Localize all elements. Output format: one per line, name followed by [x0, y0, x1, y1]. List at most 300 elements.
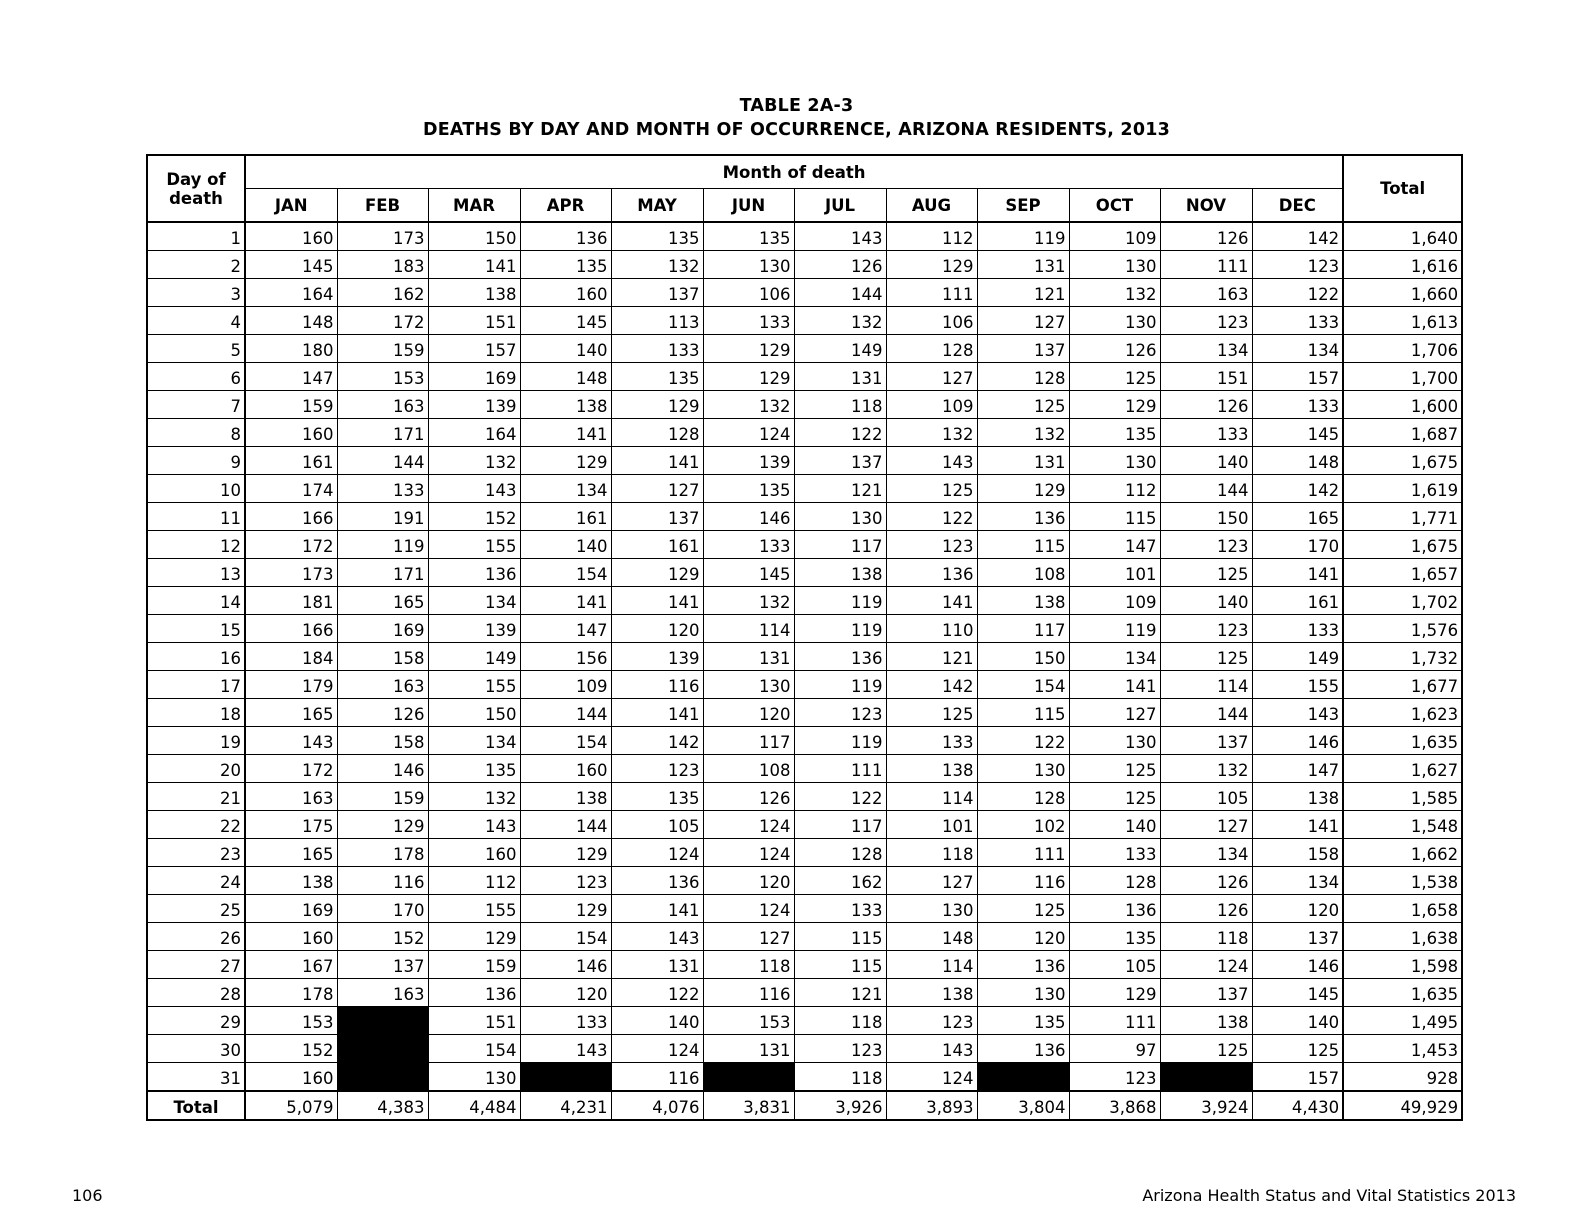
table-row: [147, 559, 1462, 587]
month-header-nov: NOV: [1160, 189, 1252, 223]
row-total-cell: 1,453: [1343, 1035, 1462, 1063]
day-cell: 26: [147, 923, 245, 951]
table-row: [147, 783, 1462, 811]
value-cell: 117: [977, 615, 1069, 643]
value-cell: 114: [703, 615, 794, 643]
month-header-jan: JAN: [245, 189, 337, 223]
value-cell: 122: [977, 727, 1069, 755]
value-cell: 124: [703, 419, 794, 447]
value-cell: 141: [611, 447, 703, 475]
row-total-cell: 928: [1343, 1063, 1462, 1092]
table-title-block: [0, 94, 1593, 142]
value-cell: 140: [1252, 1007, 1343, 1035]
value-cell: 122: [1252, 279, 1343, 307]
day-cell: 12: [147, 531, 245, 559]
value-cell: 129: [520, 839, 611, 867]
value-cell: 126: [1069, 335, 1160, 363]
month-header-sep: SEP: [977, 189, 1069, 223]
value-cell: 160: [245, 419, 337, 447]
value-cell: 117: [794, 811, 886, 839]
value-cell: 155: [428, 671, 520, 699]
value-cell: 137: [611, 503, 703, 531]
table-row: [147, 391, 1462, 419]
value-cell: 136: [794, 643, 886, 671]
value-cell: 160: [520, 279, 611, 307]
value-cell: 155: [1252, 671, 1343, 699]
value-cell: 160: [245, 923, 337, 951]
value-cell: 125: [1252, 1035, 1343, 1063]
value-cell: 118: [1160, 923, 1252, 951]
row-total-cell: 1,627: [1343, 755, 1462, 783]
value-cell: 111: [794, 755, 886, 783]
value-cell: 150: [428, 699, 520, 727]
value-cell: 173: [337, 222, 428, 251]
value-cell: 153: [703, 1007, 794, 1035]
row-total-cell: 1,658: [1343, 895, 1462, 923]
table-row: [147, 951, 1462, 979]
value-cell: 120: [520, 979, 611, 1007]
value-cell: 171: [337, 419, 428, 447]
value-cell: 109: [520, 671, 611, 699]
value-cell: 119: [337, 531, 428, 559]
month-total-cell: 3,804: [977, 1091, 1069, 1120]
value-cell: 130: [977, 755, 1069, 783]
value-cell: 137: [337, 951, 428, 979]
value-cell: 162: [794, 867, 886, 895]
value-cell: 153: [337, 363, 428, 391]
value-cell: 116: [977, 867, 1069, 895]
table-row: [147, 279, 1462, 307]
value-cell: 141: [520, 587, 611, 615]
value-cell: 178: [337, 839, 428, 867]
value-cell: 157: [1252, 1063, 1343, 1092]
value-cell: 180: [245, 335, 337, 363]
value-cell: 125: [886, 699, 977, 727]
table-row: [147, 531, 1462, 559]
value-cell: 148: [1252, 447, 1343, 475]
value-cell: 134: [1160, 335, 1252, 363]
value-cell: 106: [886, 307, 977, 335]
value-cell: 144: [1160, 475, 1252, 503]
value-cell: 154: [520, 923, 611, 951]
value-cell: 139: [703, 447, 794, 475]
table-body: [147, 222, 1462, 1120]
month-header-may: MAY: [611, 189, 703, 223]
value-cell: 141: [886, 587, 977, 615]
value-cell: 146: [520, 951, 611, 979]
value-cell: 133: [794, 895, 886, 923]
value-cell: 155: [428, 895, 520, 923]
day-cell: 6: [147, 363, 245, 391]
value-cell: 120: [703, 699, 794, 727]
value-cell: 128: [1069, 867, 1160, 895]
table-row: [147, 699, 1462, 727]
day-cell: 3: [147, 279, 245, 307]
value-cell: 129: [703, 363, 794, 391]
row-total-cell: 1,662: [1343, 839, 1462, 867]
table-row: [147, 222, 1462, 251]
month-header-feb: FEB: [337, 189, 428, 223]
month-total-cell: 4,231: [520, 1091, 611, 1120]
value-cell: 130: [1069, 251, 1160, 279]
value-cell: 123: [1069, 1063, 1160, 1092]
table-number: TABLE 2A-3: [739, 96, 854, 116]
value-cell: 152: [337, 923, 428, 951]
value-cell: 138: [1252, 783, 1343, 811]
value-cell: 123: [1252, 251, 1343, 279]
value-cell: 135: [703, 222, 794, 251]
value-cell: 154: [428, 1035, 520, 1063]
value-cell: 124: [1160, 951, 1252, 979]
value-cell: 118: [794, 1063, 886, 1092]
value-cell: 128: [977, 783, 1069, 811]
value-cell: 159: [337, 335, 428, 363]
value-cell: 143: [428, 475, 520, 503]
value-cell: 112: [428, 867, 520, 895]
value-cell: 123: [611, 755, 703, 783]
value-cell: 115: [977, 531, 1069, 559]
value-cell: 121: [977, 279, 1069, 307]
month-header-mar: MAR: [428, 189, 520, 223]
table-row: [147, 755, 1462, 783]
value-cell: 113: [611, 307, 703, 335]
value-cell: 134: [428, 587, 520, 615]
value-cell: 132: [1069, 279, 1160, 307]
value-cell: 132: [794, 307, 886, 335]
value-cell: 124: [703, 839, 794, 867]
value-cell: 150: [428, 222, 520, 251]
value-cell: 132: [977, 419, 1069, 447]
value-cell: 141: [611, 699, 703, 727]
value-cell: 167: [245, 951, 337, 979]
value-cell: 159: [245, 391, 337, 419]
value-cell: 130: [794, 503, 886, 531]
value-cell: 143: [886, 1035, 977, 1063]
value-cell: 110: [886, 615, 977, 643]
value-cell: 136: [520, 222, 611, 251]
value-cell: 109: [1069, 587, 1160, 615]
row-total-cell: 1,619: [1343, 475, 1462, 503]
value-cell: 136: [428, 559, 520, 587]
value-cell: 130: [886, 895, 977, 923]
value-cell: 150: [977, 643, 1069, 671]
month-total-cell: 4,484: [428, 1091, 520, 1120]
blank-cell: [520, 1063, 611, 1092]
value-cell: 131: [611, 951, 703, 979]
blank-cell: [703, 1063, 794, 1092]
day-cell: 1: [147, 222, 245, 251]
month-header-jun: JUN: [703, 189, 794, 223]
value-cell: 138: [245, 867, 337, 895]
value-cell: 158: [337, 727, 428, 755]
value-cell: 162: [337, 279, 428, 307]
month-total-cell: 3,924: [1160, 1091, 1252, 1120]
value-cell: 175: [245, 811, 337, 839]
table-title: DEATHS BY DAY AND MONTH OF OCCURRENCE, ARIZONA RESIDENTS, 2013: [423, 120, 1170, 140]
day-cell: 20: [147, 755, 245, 783]
value-cell: 169: [428, 363, 520, 391]
month-total-cell: 3,893: [886, 1091, 977, 1120]
value-cell: 141: [428, 251, 520, 279]
deaths-table: [146, 154, 1463, 1121]
value-cell: 157: [1252, 363, 1343, 391]
blank-cell: [337, 1063, 428, 1092]
value-cell: 191: [337, 503, 428, 531]
value-cell: 152: [428, 503, 520, 531]
value-cell: 130: [703, 251, 794, 279]
day-cell: 23: [147, 839, 245, 867]
value-cell: 140: [1160, 447, 1252, 475]
value-cell: 122: [611, 979, 703, 1007]
value-cell: 137: [977, 335, 1069, 363]
table-row: [147, 1035, 1462, 1063]
day-cell: 7: [147, 391, 245, 419]
value-cell: 160: [428, 839, 520, 867]
day-cell: 22: [147, 811, 245, 839]
value-cell: 163: [337, 979, 428, 1007]
value-cell: 140: [1160, 587, 1252, 615]
value-cell: 134: [1069, 643, 1160, 671]
value-cell: 129: [337, 811, 428, 839]
row-total-cell: 1,600: [1343, 391, 1462, 419]
value-cell: 123: [794, 1035, 886, 1063]
value-cell: 111: [1160, 251, 1252, 279]
value-cell: 163: [1160, 279, 1252, 307]
value-cell: 123: [1160, 615, 1252, 643]
value-cell: 125: [1069, 363, 1160, 391]
grand-total-cell: 49,929: [1343, 1091, 1462, 1120]
value-cell: 160: [245, 1063, 337, 1092]
value-cell: 102: [977, 811, 1069, 839]
value-cell: 127: [703, 923, 794, 951]
total-header: Total: [1343, 155, 1462, 222]
month-header-apr: APR: [520, 189, 611, 223]
value-cell: 138: [794, 559, 886, 587]
value-cell: 138: [886, 755, 977, 783]
table-row: [147, 895, 1462, 923]
value-cell: 132: [703, 391, 794, 419]
value-cell: 126: [1160, 222, 1252, 251]
day-cell: 16: [147, 643, 245, 671]
value-cell: 144: [520, 811, 611, 839]
value-cell: 172: [337, 307, 428, 335]
blank-cell: [337, 1007, 428, 1035]
value-cell: 137: [794, 447, 886, 475]
value-cell: 138: [977, 587, 1069, 615]
day-cell: 25: [147, 895, 245, 923]
value-cell: 130: [977, 979, 1069, 1007]
value-cell: 132: [428, 447, 520, 475]
row-total-cell: 1,677: [1343, 671, 1462, 699]
value-cell: 130: [428, 1063, 520, 1092]
table-row: [147, 475, 1462, 503]
row-total-cell: 1,585: [1343, 783, 1462, 811]
row-total-cell: 1,635: [1343, 979, 1462, 1007]
table-row: [147, 671, 1462, 699]
value-cell: 125: [886, 475, 977, 503]
row-total-cell: 1,732: [1343, 643, 1462, 671]
value-cell: 131: [977, 447, 1069, 475]
value-cell: 123: [1160, 307, 1252, 335]
value-cell: 183: [337, 251, 428, 279]
value-cell: 108: [977, 559, 1069, 587]
value-cell: 146: [1252, 727, 1343, 755]
value-cell: 179: [245, 671, 337, 699]
value-cell: 163: [337, 671, 428, 699]
value-cell: 119: [1069, 615, 1160, 643]
table-row: [147, 979, 1462, 1007]
value-cell: 132: [611, 251, 703, 279]
value-cell: 145: [520, 307, 611, 335]
value-cell: 161: [611, 531, 703, 559]
value-cell: 115: [1069, 503, 1160, 531]
row-total-cell: 1,675: [1343, 447, 1462, 475]
value-cell: 133: [1252, 391, 1343, 419]
table-row: [147, 587, 1462, 615]
month-header-dec: DEC: [1252, 189, 1343, 223]
value-cell: 105: [1160, 783, 1252, 811]
value-cell: 142: [886, 671, 977, 699]
row-total-cell: 1,702: [1343, 587, 1462, 615]
value-cell: 142: [1252, 475, 1343, 503]
blank-cell: [977, 1063, 1069, 1092]
value-cell: 117: [794, 531, 886, 559]
row-total-cell: 1,675: [1343, 531, 1462, 559]
day-cell: 14: [147, 587, 245, 615]
table-row: [147, 1007, 1462, 1035]
value-cell: 135: [1069, 419, 1160, 447]
value-cell: 141: [1252, 559, 1343, 587]
value-cell: 130: [1069, 447, 1160, 475]
value-cell: 126: [1160, 391, 1252, 419]
value-cell: 117: [703, 727, 794, 755]
value-cell: 133: [1160, 419, 1252, 447]
value-cell: 131: [703, 1035, 794, 1063]
table-row: [147, 615, 1462, 643]
blank-cell: [1160, 1063, 1252, 1092]
value-cell: 138: [1160, 1007, 1252, 1035]
value-cell: 126: [1160, 867, 1252, 895]
row-total-cell: 1,706: [1343, 335, 1462, 363]
value-cell: 120: [1252, 895, 1343, 923]
value-cell: 127: [886, 363, 977, 391]
value-cell: 136: [611, 867, 703, 895]
value-cell: 123: [520, 867, 611, 895]
table-row: [147, 335, 1462, 363]
value-cell: 135: [520, 251, 611, 279]
value-cell: 97: [1069, 1035, 1160, 1063]
value-cell: 152: [245, 1035, 337, 1063]
day-cell: 15: [147, 615, 245, 643]
month-header-row: [147, 189, 1462, 223]
day-cell: 9: [147, 447, 245, 475]
day-cell: 30: [147, 1035, 245, 1063]
value-cell: 134: [1252, 867, 1343, 895]
value-cell: 154: [520, 727, 611, 755]
value-cell: 138: [886, 979, 977, 1007]
day-of-death-header: Day of death: [147, 155, 245, 222]
day-cell: 27: [147, 951, 245, 979]
value-cell: 111: [977, 839, 1069, 867]
row-total-cell: 1,638: [1343, 923, 1462, 951]
row-total-cell: 1,548: [1343, 811, 1462, 839]
value-cell: 126: [794, 251, 886, 279]
day-cell: 19: [147, 727, 245, 755]
value-cell: 134: [520, 475, 611, 503]
value-cell: 148: [245, 307, 337, 335]
value-cell: 158: [337, 643, 428, 671]
value-cell: 157: [428, 335, 520, 363]
value-cell: 111: [886, 279, 977, 307]
value-cell: 143: [1252, 699, 1343, 727]
value-cell: 119: [794, 671, 886, 699]
value-cell: 144: [337, 447, 428, 475]
value-cell: 143: [611, 923, 703, 951]
value-cell: 132: [886, 419, 977, 447]
value-cell: 123: [886, 1007, 977, 1035]
row-total-cell: 1,700: [1343, 363, 1462, 391]
value-cell: 135: [611, 222, 703, 251]
value-cell: 154: [520, 559, 611, 587]
value-cell: 173: [245, 559, 337, 587]
page-number: 106: [72, 1186, 103, 1205]
value-cell: 125: [1160, 1035, 1252, 1063]
month-total-cell: 4,076: [611, 1091, 703, 1120]
value-cell: 125: [1069, 783, 1160, 811]
value-cell: 169: [337, 615, 428, 643]
value-cell: 133: [703, 307, 794, 335]
value-cell: 135: [611, 363, 703, 391]
value-cell: 155: [428, 531, 520, 559]
value-cell: 114: [886, 783, 977, 811]
value-cell: 136: [428, 979, 520, 1007]
value-cell: 136: [977, 951, 1069, 979]
value-cell: 174: [245, 475, 337, 503]
value-cell: 124: [886, 1063, 977, 1092]
value-cell: 129: [1069, 979, 1160, 1007]
value-cell: 139: [428, 391, 520, 419]
value-cell: 129: [520, 447, 611, 475]
value-cell: 129: [520, 895, 611, 923]
row-total-cell: 1,771: [1343, 503, 1462, 531]
value-cell: 146: [1252, 951, 1343, 979]
value-cell: 139: [428, 615, 520, 643]
value-cell: 145: [245, 251, 337, 279]
value-cell: 123: [794, 699, 886, 727]
value-cell: 116: [337, 867, 428, 895]
table-row: [147, 251, 1462, 279]
value-cell: 108: [703, 755, 794, 783]
value-cell: 128: [977, 363, 1069, 391]
value-cell: 116: [611, 671, 703, 699]
value-cell: 172: [245, 531, 337, 559]
value-cell: 119: [794, 587, 886, 615]
value-cell: 145: [703, 559, 794, 587]
value-cell: 133: [611, 335, 703, 363]
value-cell: 133: [703, 531, 794, 559]
table-row: [147, 923, 1462, 951]
value-cell: 151: [428, 1007, 520, 1035]
value-cell: 101: [1069, 559, 1160, 587]
value-cell: 131: [794, 363, 886, 391]
value-cell: 135: [1069, 923, 1160, 951]
day-cell: 13: [147, 559, 245, 587]
month-header-aug: AUG: [886, 189, 977, 223]
day-cell: 21: [147, 783, 245, 811]
value-cell: 128: [611, 419, 703, 447]
value-cell: 150: [1160, 503, 1252, 531]
table-row: [147, 503, 1462, 531]
